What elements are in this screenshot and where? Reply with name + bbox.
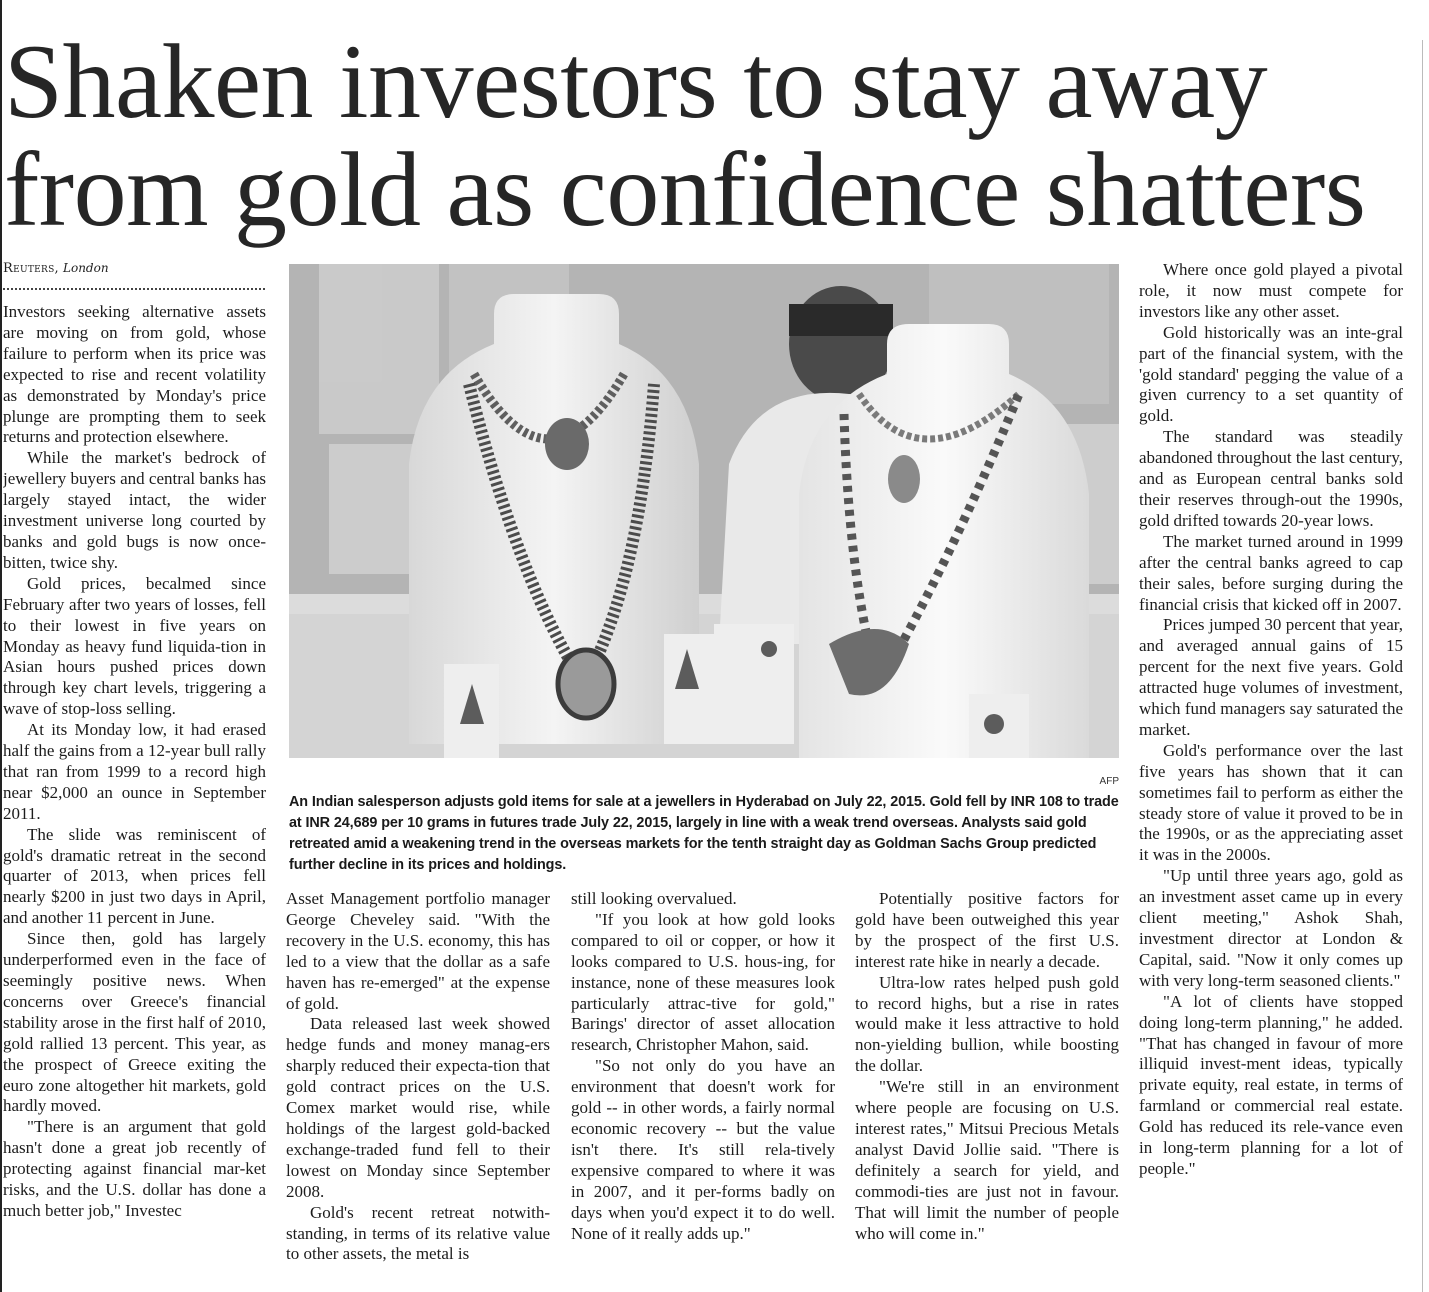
article-column-1	[3, 302, 266, 1290]
article-paragraph: Potentially positive factors for gold have been outweighed this year by the prospect of the first U.S. interest rate hike in nearly a decade.	[855, 889, 1119, 971]
left-border-rule	[0, 0, 2, 1292]
article-paragraph: Ultra-low rates helped push gold to record highs, but a rise in rates would make it less attractive to hold non-yielding bullion, while boosting the dollar.	[855, 972, 1119, 1076]
article-paragraph: Gold prices, becalmed since February after two years of losses, fell to their lowest in five years on Monday as heavy fund liquida-tion in Asian hours pushed prices down through key chart levels, triggering a wave of stop-loss selling.	[3, 573, 266, 719]
article-paragraph: "If you look at how gold looks compared to oil or copper, or how it looks compared to U.S. hous-ing, for instance, none of these measures look particularly attrac-tive for gold," Barings' director of asset allocation research, Christopher Mahon, said.	[571, 909, 835, 1055]
news-photo	[289, 264, 1119, 758]
article-paragraph: Prices jumped 30 percent that year, and averaged annual gains of 15 percent for the next five years. Gold attracted huge volumes of investment, which fund managers say saturated the market.	[1139, 615, 1403, 739]
article-paragraph: still looking overvalued.	[571, 889, 737, 908]
headline	[4, 23, 1419, 248]
article-paragraph: "A lot of clients have stopped doing long-term planning," he added. "That has changed in favour of more illiquid invest-ment ideas, typically private equity, real estate, in terms of farmland or commercial real estate. Gold has reduced its rele-vance even in long-term planning for a lot of people."	[1139, 991, 1403, 1178]
right-border-rule	[1422, 40, 1423, 1292]
byline-dotted-rule	[3, 288, 265, 290]
article-paragraph: Since then, gold has largely underperformed even in the face of seemingly positive news. When concerns over Greece's financial stability arose in the first half of 2010, gold rallied 13 percent. This year, as the prospect of Greece exiting the euro zone altogether hit markets, gold hardly moved.	[3, 929, 266, 1116]
article-paragraph: Data released last week showed hedge funds and money manag-ers sharply reduced their expecta-tion that gold contract prices on the U.S. Comex market would rise, while holdings of the largest gold-backed exchange-traded fund fell to their lowest on Monday since September 2008.	[286, 1014, 550, 1201]
article-paragraph: Asset Management portfolio manager George Cheveley said. "With the recovery in the U.S. economy, this has led to a view that the dollar as a safe haven has re-emerged" at the expense of gold.	[286, 889, 550, 1013]
article-paragraph: Where once gold played a pivotal role, it now must compete for investors like any other asset.	[1139, 260, 1403, 321]
article-column-4	[855, 889, 1119, 1289]
byline	[3, 261, 265, 276]
byline-city: London	[63, 261, 109, 275]
article-paragraph: Gold's recent retreat notwith-standing, in terms of its relative value to other assets, the metal is	[286, 1202, 550, 1264]
article-column-5	[1139, 260, 1403, 1290]
article-paragraph: The slide was reminiscent of gold's dramatic retreat in the second quarter of 2013, when prices fell nearly $200 in just two days in April, and another 11 percent in June.	[3, 824, 266, 928]
jewellery-display-photo	[289, 264, 1119, 758]
article-paragraph: At its Monday low, it had erased half the gains from a 12-year bull rally that ran from 1999 to a record high near $2,000 an ounce in September 2011.	[3, 720, 266, 823]
photo-caption: An Indian salesperson adjusts gold items for sale at a jewellers in Hyderabad on July 22, 2015. Gold fell by INR 108 to trade at INR 24,689 per 10 grams in futures trade July 22, 2015, largely in line with a weak trend overseas. Analysts said gold retreated amid a weakening trend in the overseas markets for the tenth straight day as Goldman Sachs Group predicted further decline in its prices and holdings.	[289, 794, 1119, 873]
article-paragraph: "We're still in an environment where people are focusing on U.S. interest rates," Mitsui Precious Metals analyst David Jollie said. "There is definitely a search for yield, and commodi-ties are just not in favour. That will limit the number of people who will come in."	[855, 1077, 1119, 1243]
photo-credit: AFP	[1099, 776, 1119, 787]
article-column-3	[571, 889, 835, 1289]
article-paragraph: The market turned around in 1999 after the central banks agreed to cap their sales, before surging during the financial crisis that kicked off in 2007.	[1139, 531, 1403, 614]
article-paragraph: The standard was steadily abandoned throughout the last century, and as European central banks sold their reserves through-out the 1990s, gold drifted towards 20-year lows.	[1139, 427, 1403, 530]
article-paragraph: While the market's bedrock of jewellery buyers and central banks has largely stayed intact, the wider investment universe long courted by banks and gold bugs is now once-bitten, twice shy.	[3, 448, 266, 572]
article-paragraph: Gold historically was an inte-gral part of the financial system, with the 'gold standard' pegging the value of a given currency to a set quantity of gold.	[1139, 322, 1403, 426]
headline-line-2: from gold as confidence shatters	[4, 131, 1366, 248]
article-paragraph: Investors seeking alternative assets are moving on from gold, whose failure to perform when its price was expected to rise and recent volatility as demonstrated by Monday's price plunge are prompting them to seek returns and protection elsewhere.	[3, 302, 266, 447]
article-paragraph: Gold's performance over the last five years has shown that it can sometimes fail to perform as either the steady store of value it proved to be in the 1990s, or as the appreciating asset it was in the 2000s.	[1139, 740, 1403, 865]
headline-line-1: Shaken investors to stay away	[4, 23, 1268, 140]
byline-agency: Reuters,	[3, 261, 59, 276]
article-paragraph: "There is an argument that gold hasn't done a great job recently of protecting against financial mar-ket risks, and the U.S. dollar has done a much better job," Investec	[3, 1117, 266, 1220]
article-paragraph: "Up until three years ago, gold as an investment asset came up in every client meeting," Ashok Shah, investment director at London & Capital, said. "Now it only comes up with very long-term seasoned clients."	[1139, 866, 1403, 990]
article-column-2	[286, 889, 550, 1289]
article-paragraph: "So not only do you have an environment that doesn't work for gold -- in other words, a fairly normal economic recovery -- but the value isn't there. It's still rela-tively expensive compared to where it was in 2007, and it per-forms badly on days when you'd expect it to do well. None of it really adds up."	[571, 1056, 835, 1243]
